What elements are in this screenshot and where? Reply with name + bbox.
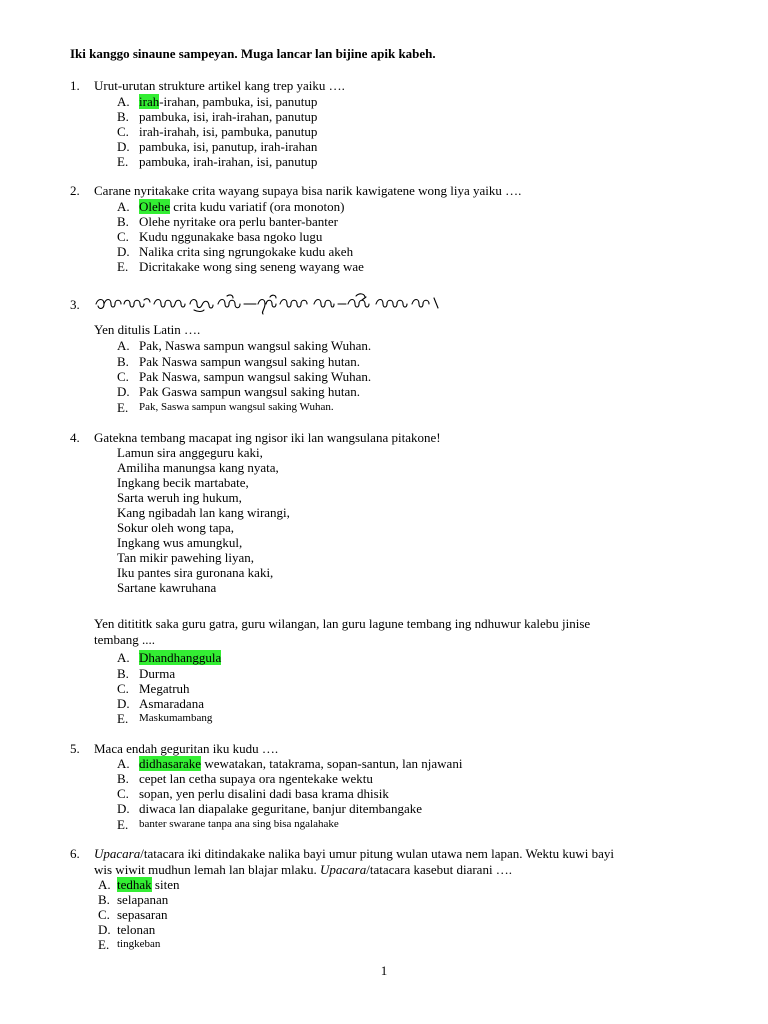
poem-line: Kang ngibadah lan kang wirangi, [117,505,290,520]
question-text: Maca endah geguritan iku kudu …. [94,741,279,756]
question-text-start: wis wiwit mudhun lemah lan blajar mlaku. [94,862,321,877]
option-e-text: Maskumambang [139,712,213,724]
question-text: Urut-urutan strukture artikel kang trep yaiku …. [94,78,345,93]
option-letter: A. [117,338,130,353]
option-b-text: Durma [139,666,176,681]
option-letter: C. [117,786,129,801]
option-c-text: Pak Naswa, sampun wangsul saking Wuhan. [139,369,372,384]
question-text-line: tembang .... [94,632,156,647]
option-letter: B. [117,214,129,229]
italic-word: Upacara [94,846,141,861]
question-text-line-1 [94,846,614,861]
option-b-text: Olehe nyritake ora perlu banter-banter [139,214,338,229]
option-a-text: Pak, Naswa sampun wangsul saking Wuhan. [139,338,372,353]
option-letter: B. [117,109,129,124]
poem-line: Sarta weruh ing hukum, [117,490,242,505]
question-text: Yen ditulis Latin …. [94,322,201,337]
answer-highlight: Dhandhanggula [139,650,222,665]
question-number: 1. [70,78,80,93]
option-letter: C. [117,369,129,384]
question-text-rest: /tatacara iki ditindakake nalika bayi umur pitung wulan utawa nem lapan. Wektu kuwi bayi [140,846,615,861]
option-a-text [139,756,462,771]
poem-line: Amiliha manungsa kang nyata, [117,460,279,475]
option-rest: -irahan, pambuka, isi, panutup [159,94,318,109]
option-e-text: pambuka, irah-irahan, isi, panutup [139,154,318,169]
option-letter: E. [117,259,129,274]
question-text: Carane nyritakake crita wayang supaya bisa narik kawigatene wong liya yaiku …. [94,183,522,198]
question-text-line-2 [94,862,512,877]
answer-highlight: irah [139,94,160,109]
question-number: 2. [70,183,80,198]
option-letter: A. [117,199,130,214]
option-letter: B. [98,892,110,907]
page-number: 1 [380,963,388,978]
option-a-text [117,877,179,892]
option-letter: B. [117,354,129,369]
option-e-text: tingkeban [117,938,161,950]
option-c-text: irah-irahah, isi, pambuka, panutup [139,124,318,139]
option-d-text: Asmaradana [139,696,204,711]
option-rest: siten [151,877,180,892]
option-a-text [139,94,317,109]
question-number: 4. [70,430,80,445]
option-letter: E. [117,817,129,832]
option-letter: E. [117,154,129,169]
answer-highlight: tedhak [117,877,152,892]
option-letter: B. [117,771,129,786]
option-letter: D. [117,696,130,711]
italic-word: Upacara [320,862,367,877]
option-d-text: Nalika crita sing ngrungokake kudu akeh [139,244,354,259]
poem-line: Sokur oleh wong tapa, [117,520,234,535]
option-letter: A. [98,877,111,892]
option-b-text: pambuka, isi, irah-irahan, panutup [139,109,318,124]
option-letter: C. [117,229,129,244]
option-letter: D. [117,139,130,154]
poem-line: Iku pantes sira guronana kaki, [117,565,274,580]
option-a-text [139,199,344,214]
answer-highlight: didhasarake [139,756,202,771]
question-text-line: Yen ditititk saka guru gatra, guru wilangan, lan guru lagune tembang ing ndhuwur kalebu jinise [94,616,591,631]
option-letter: D. [117,801,130,816]
option-b-text: cepet lan cetha supaya ora ngentekake wektu [139,771,373,786]
option-d-text: Pak Gaswa sampun wangsul saking hutan. [139,384,360,399]
option-b-text: Pak Naswa sampun wangsul saking hutan. [139,354,360,369]
option-rest: wewatakan, tatakrama, sopan-santun, lan njawani [201,756,463,771]
option-d-text: telonan [117,922,156,937]
question-text-rest: /tatacara kasebut diarani …. [366,862,513,877]
poem-line: Ingkang wus amungkul, [117,535,243,550]
option-rest: crita kudu variatif (ora monoton) [170,199,345,214]
option-letter: E. [117,400,129,415]
poem-line: Lamun sira anggeguru kaki, [117,445,263,460]
option-letter: C. [117,681,129,696]
answer-highlight: Olehe [139,199,171,214]
option-letter: A. [117,650,130,665]
option-letter: A. [117,94,130,109]
option-letter: C. [98,907,110,922]
option-c-text: Kudu nggunakake basa ngoko lugu [139,229,323,244]
question-number: 3. [70,297,80,312]
option-d-text: pambuka, isi, panutup, irah-irahan [139,139,318,154]
option-e-text: Dicritakake wong sing seneng wayang wae [139,259,364,274]
poem-line: Sartane kawruhana [117,580,217,595]
option-d-text: diwaca lan diapalake geguritane, banjur ditembangake [139,801,422,816]
option-a-text [139,650,221,665]
option-c-text: Megatruh [139,681,190,696]
option-letter: B. [117,666,129,681]
question-number: 5. [70,741,80,756]
poem-line: Ingkang becik martabate, [117,475,249,490]
option-letter: D. [117,384,130,399]
option-letter: D. [98,922,111,937]
option-letter: E. [117,711,129,726]
option-c-text: sepasaran [117,907,168,922]
question-text: Gatekna tembang macapat ing ngisor iki lan wangsulana pitakone! [94,430,441,445]
question-number: 6. [70,846,80,861]
option-c-text: sopan, yen perlu disalini dadi basa krama dhisik [139,786,389,801]
option-letter: C. [117,124,129,139]
option-e-text: banter swarane tanpa ana sing bisa ngalahake [139,818,339,830]
poem-line: Tan mikir pawehing liyan, [117,550,255,565]
page-header: Iki kanggo sinaune sampeyan. Muga lancar lan bijine apik kabeh. [70,46,436,61]
option-letter: E. [98,937,110,952]
option-letter: D. [117,244,130,259]
option-b-text: selapanan [117,892,169,907]
javanese-script-icon [94,292,444,321]
option-e-text: Pak, Saswa sampun wangsul saking Wuhan. [139,401,334,413]
option-letter: A. [117,756,130,771]
